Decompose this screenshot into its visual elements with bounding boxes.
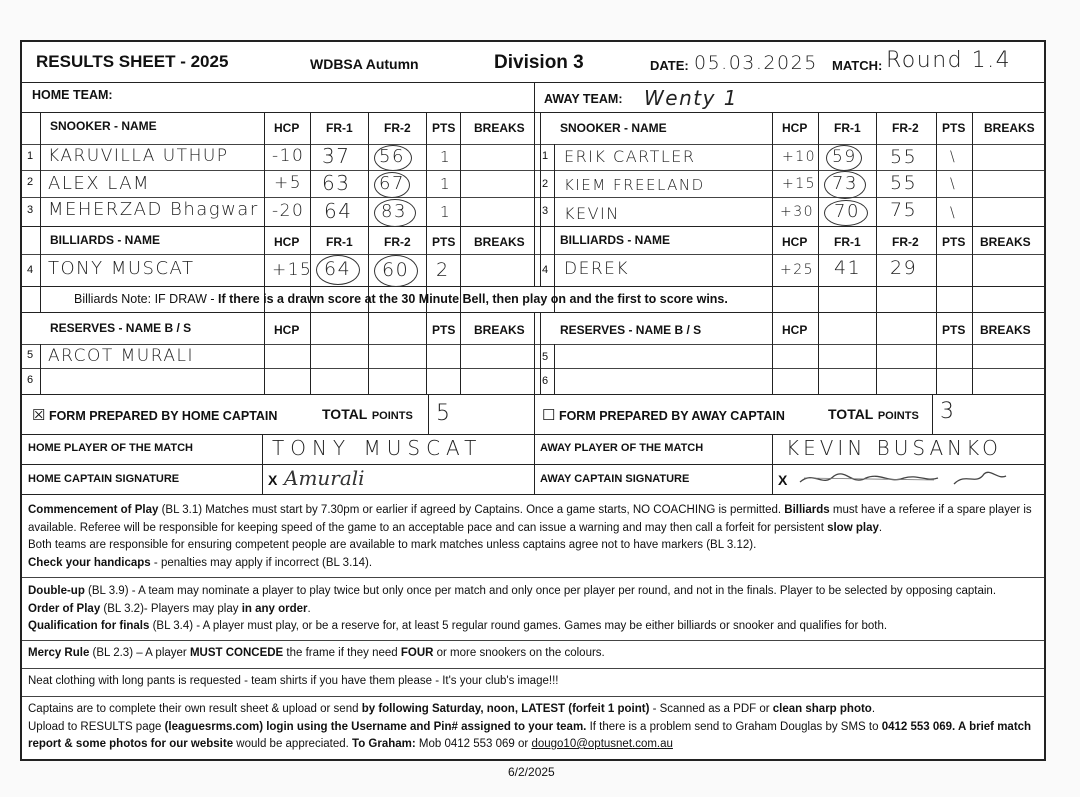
date-value: 05.03.2025 — [694, 52, 818, 74]
away-reserves-header: RESERVES - NAME B / S — [560, 323, 702, 337]
player-name: KEVIN — [564, 204, 620, 223]
home-pts-header: PTS — [432, 121, 456, 135]
away-potm-label: AWAY PLAYER OF THE MATCH — [540, 442, 704, 454]
player-hcp: +15 — [272, 260, 313, 280]
away-breaks-header: BREAKS — [984, 121, 1035, 135]
away-pts-header: PTS — [942, 121, 966, 135]
player-fr2: 75 — [890, 199, 918, 221]
away-points-label: POINTS — [877, 410, 919, 422]
player-fr1: 70 — [834, 201, 860, 222]
player-fr1: 64 — [324, 199, 353, 223]
away-form-label: FORM PREPARED BY AWAY CAPTAIN — [558, 409, 785, 423]
player-hcp: +30 — [780, 204, 815, 220]
player-fr1: 59 — [832, 147, 857, 167]
row-number: 4 — [542, 264, 549, 276]
home-total-points — [322, 406, 413, 424]
home-billiards-header: BILLIARDS - NAME — [50, 233, 160, 247]
rule-handicaps: Check your handicaps - penalties may apply if incorrect (BL 3.14). — [28, 556, 373, 569]
player-hcp: +25 — [780, 262, 815, 278]
away-reserve-number: 6 — [542, 375, 549, 387]
player-pts: 1 — [440, 175, 452, 193]
away-b-fr2-header: FR-2 — [892, 235, 919, 249]
home-breaks-header: BREAKS — [474, 121, 525, 135]
away-r-breaks-header: BREAKS — [980, 323, 1031, 337]
player-name: ERIK CARTLER — [564, 147, 696, 166]
away-b-pts-header: PTS — [942, 235, 966, 249]
home-fr2-header: FR-2 — [384, 121, 411, 135]
player-pts: 2 — [436, 259, 450, 281]
away-fr1-header: FR-1 — [834, 121, 861, 135]
rule-upload: Upload to RESULTS page (leaguesrms.com) login using the Username and Pin# assigned to your team. If there is a problem send to Graham Douglas by SMS to 0412 553 069. A brief match report & some photos for our website would be appreciated. To Graham: Mob 0412 553 069 or dougo10@optusnet.com.au — [28, 720, 1032, 750]
away-total-label: TOTAL — [828, 406, 874, 422]
billiards-note-text: If there is a drawn score at the 30 Minute Bell, then play on and the first to score wins. — [218, 292, 728, 306]
player-fr2: 56 — [379, 146, 405, 167]
player-hcp: +5 — [274, 173, 303, 193]
division-name: Division 3 — [494, 52, 584, 73]
home-b-fr1-header: FR-1 — [326, 235, 353, 249]
footer-date: 6/2/2025 — [508, 765, 555, 779]
home-sig-x: X — [268, 472, 278, 488]
rule-clothing: Neat clothing with long pants is requested - team shirts if you have them please - It's your club's image!!! — [28, 675, 559, 687]
away-sig-label: AWAY CAPTAIN SIGNATURE — [540, 473, 690, 485]
player-fr2: 60 — [382, 259, 410, 281]
match-label: MATCH: — [832, 58, 883, 73]
player-pts: \ — [950, 176, 957, 192]
rule-double-up: Double-up (BL 3.9) - A team may nominate a player to play twice but only once per match and only once per player per round, and not in the finals. Player to be selected by opposing captain. — [28, 585, 997, 597]
row-number: 3 — [27, 204, 34, 216]
away-b-hcp-header: HCP — [782, 235, 808, 249]
row-number: 1 — [27, 150, 34, 162]
sheet-header — [22, 42, 1044, 83]
rule-qualification: Qualification for finals (BL 3.4) - A player must play, or be a reserve for, at least 5 regular round games. Games may be either billiards or snooker and qualifies for both. — [28, 620, 888, 632]
home-reserve-number: 5 — [27, 349, 34, 361]
player-fr2: 55 — [890, 172, 918, 194]
away-signature-scribble — [794, 466, 1014, 492]
away-form-prepared — [542, 406, 785, 424]
home-form-checkbox[interactable]: ☒ — [32, 407, 46, 424]
player-fr1: 37 — [322, 144, 351, 168]
home-r-pts-header: PTS — [432, 323, 456, 337]
rule-commencement: Commencement of Play (BL 3.1) Matches must start by 7.30pm or earlier if agreed by Captains. Once a game starts, NO COACHING is permitted. Billiards must have a referee if a spare player is available. Referee will be responsible for keeping speed of the game to an acceptable pace and can issue a warning and may then call a forfeit for persistent slow play. — [28, 504, 1032, 534]
player-fr2: 83 — [381, 201, 407, 222]
home-reserve-name: ARCOT MURALI — [48, 346, 194, 366]
row-number: 2 — [542, 178, 549, 190]
player-fr1: 64 — [324, 258, 352, 280]
away-total-value: 3 — [940, 399, 956, 424]
rule-mercy: Mercy Rule (BL 2.3) – A player MUST CONCEDE the frame if they need FOUR or more snookers on the colours. — [28, 647, 605, 659]
away-billiards-header: BILLIARDS - NAME — [560, 233, 670, 247]
away-team-value: Wenty 1 — [644, 86, 739, 110]
rules-section-mercy — [22, 645, 1044, 663]
home-reserve-number: 6 — [27, 374, 34, 386]
away-hcp-header: HCP — [782, 121, 808, 135]
player-pts: 1 — [440, 148, 452, 166]
row-number: 2 — [27, 176, 34, 188]
home-potm-label: HOME PLAYER OF THE MATCH — [28, 442, 194, 454]
rules-section-play — [22, 502, 1044, 572]
player-fr1: 41 — [834, 257, 862, 279]
player-fr2: 55 — [890, 146, 918, 168]
home-points-label: POINTS — [371, 410, 413, 422]
row-number: 4 — [27, 264, 34, 276]
player-name: DEREK — [564, 259, 630, 279]
player-pts: 1 — [440, 203, 452, 221]
home-total-value: 5 — [436, 401, 452, 426]
away-team-label: AWAY TEAM: — [544, 92, 623, 106]
away-form-checkbox[interactable]: ☐ — [542, 407, 556, 424]
home-total-label: TOTAL — [322, 406, 368, 422]
home-hcp-header: HCP — [274, 121, 300, 135]
home-snooker-header: SNOOKER - NAME — [50, 119, 157, 133]
home-sig-value: Amurali — [284, 466, 365, 490]
billiards-note-prefix: Billiards Note: IF DRAW - — [74, 292, 219, 306]
player-name: MEHERZAD Bhagwar — [48, 199, 259, 220]
home-b-pts-header: PTS — [432, 235, 456, 249]
away-b-fr1-header: FR-1 — [834, 235, 861, 249]
home-r-breaks-header: BREAKS — [474, 323, 525, 337]
home-form-label: FORM PREPARED BY HOME CAPTAIN — [48, 409, 278, 423]
player-hcp: +15 — [782, 176, 817, 192]
home-b-fr2-header: FR-2 — [384, 235, 411, 249]
away-b-breaks-header: BREAKS — [980, 235, 1031, 249]
rule-markers: Both teams are responsible for ensuring competent people are available to mark matches unless captains agree not to have markers (BL 3.12). — [28, 539, 757, 551]
home-fr1-header: FR-1 — [326, 121, 353, 135]
rule-order: Order of Play (BL 3.2)- Players may play in any order. — [28, 602, 311, 615]
home-team-label: HOME TEAM: — [32, 88, 113, 102]
row-number: 1 — [542, 150, 549, 162]
player-hcp: -20 — [272, 201, 305, 221]
player-pts: \ — [950, 205, 957, 221]
sheet-title: RESULTS SHEET - 2025 — [36, 52, 229, 71]
away-r-pts-header: PTS — [942, 323, 966, 337]
home-form-prepared — [32, 406, 277, 424]
away-sig-x: X — [778, 472, 788, 488]
rules-section-doubleup — [22, 583, 1044, 636]
player-hcp: -10 — [272, 146, 305, 166]
away-total-points — [828, 406, 919, 424]
billiards-note — [74, 292, 728, 306]
player-fr1: 73 — [832, 173, 858, 194]
home-b-breaks-header: BREAKS — [474, 235, 525, 249]
rules-section-clothing — [22, 673, 1044, 691]
email-link[interactable]: dougo10@optusnet.com.au — [531, 738, 673, 750]
away-fr2-header: FR-2 — [892, 121, 919, 135]
player-pts: \ — [950, 149, 957, 165]
player-fr1: 63 — [322, 171, 351, 195]
match-value: Round 1.4 — [886, 48, 1012, 73]
player-fr2: 29 — [890, 257, 918, 279]
home-sig-label: HOME CAPTAIN SIGNATURE — [28, 473, 180, 485]
player-fr2: 67 — [379, 173, 405, 194]
away-r-hcp-header: HCP — [782, 323, 808, 337]
results-sheet — [20, 40, 1046, 761]
home-r-hcp-header: HCP — [274, 323, 300, 337]
home-reserves-header: RESERVES - NAME B / S — [50, 321, 192, 335]
date-label: DATE: — [650, 58, 689, 73]
row-number: 3 — [542, 205, 549, 217]
player-hcp: +10 — [782, 149, 817, 165]
competition-name: WDBSA Autumn — [310, 56, 419, 72]
away-reserve-number: 5 — [542, 351, 549, 363]
player-name: ALEX LAM — [48, 173, 151, 194]
home-potm-value: TONY MUSCAT — [272, 436, 483, 460]
rules-section-upload — [22, 701, 1044, 754]
player-name: KARUVILLA UTHUP — [48, 146, 229, 166]
away-snooker-header: SNOOKER - NAME — [560, 121, 667, 135]
home-b-hcp-header: HCP — [274, 235, 300, 249]
player-name: KIEM FREELAND — [564, 176, 705, 194]
rule-captains: Captains are to complete their own result sheet & upload or send by following Saturday, noon, LATEST (forfeit 1 point) - Scanned as a PDF or clean sharp photo. — [28, 703, 876, 715]
away-potm-value: KEVIN BUSANKO — [786, 436, 1002, 460]
player-name: TONY MUSCAT — [48, 258, 195, 279]
